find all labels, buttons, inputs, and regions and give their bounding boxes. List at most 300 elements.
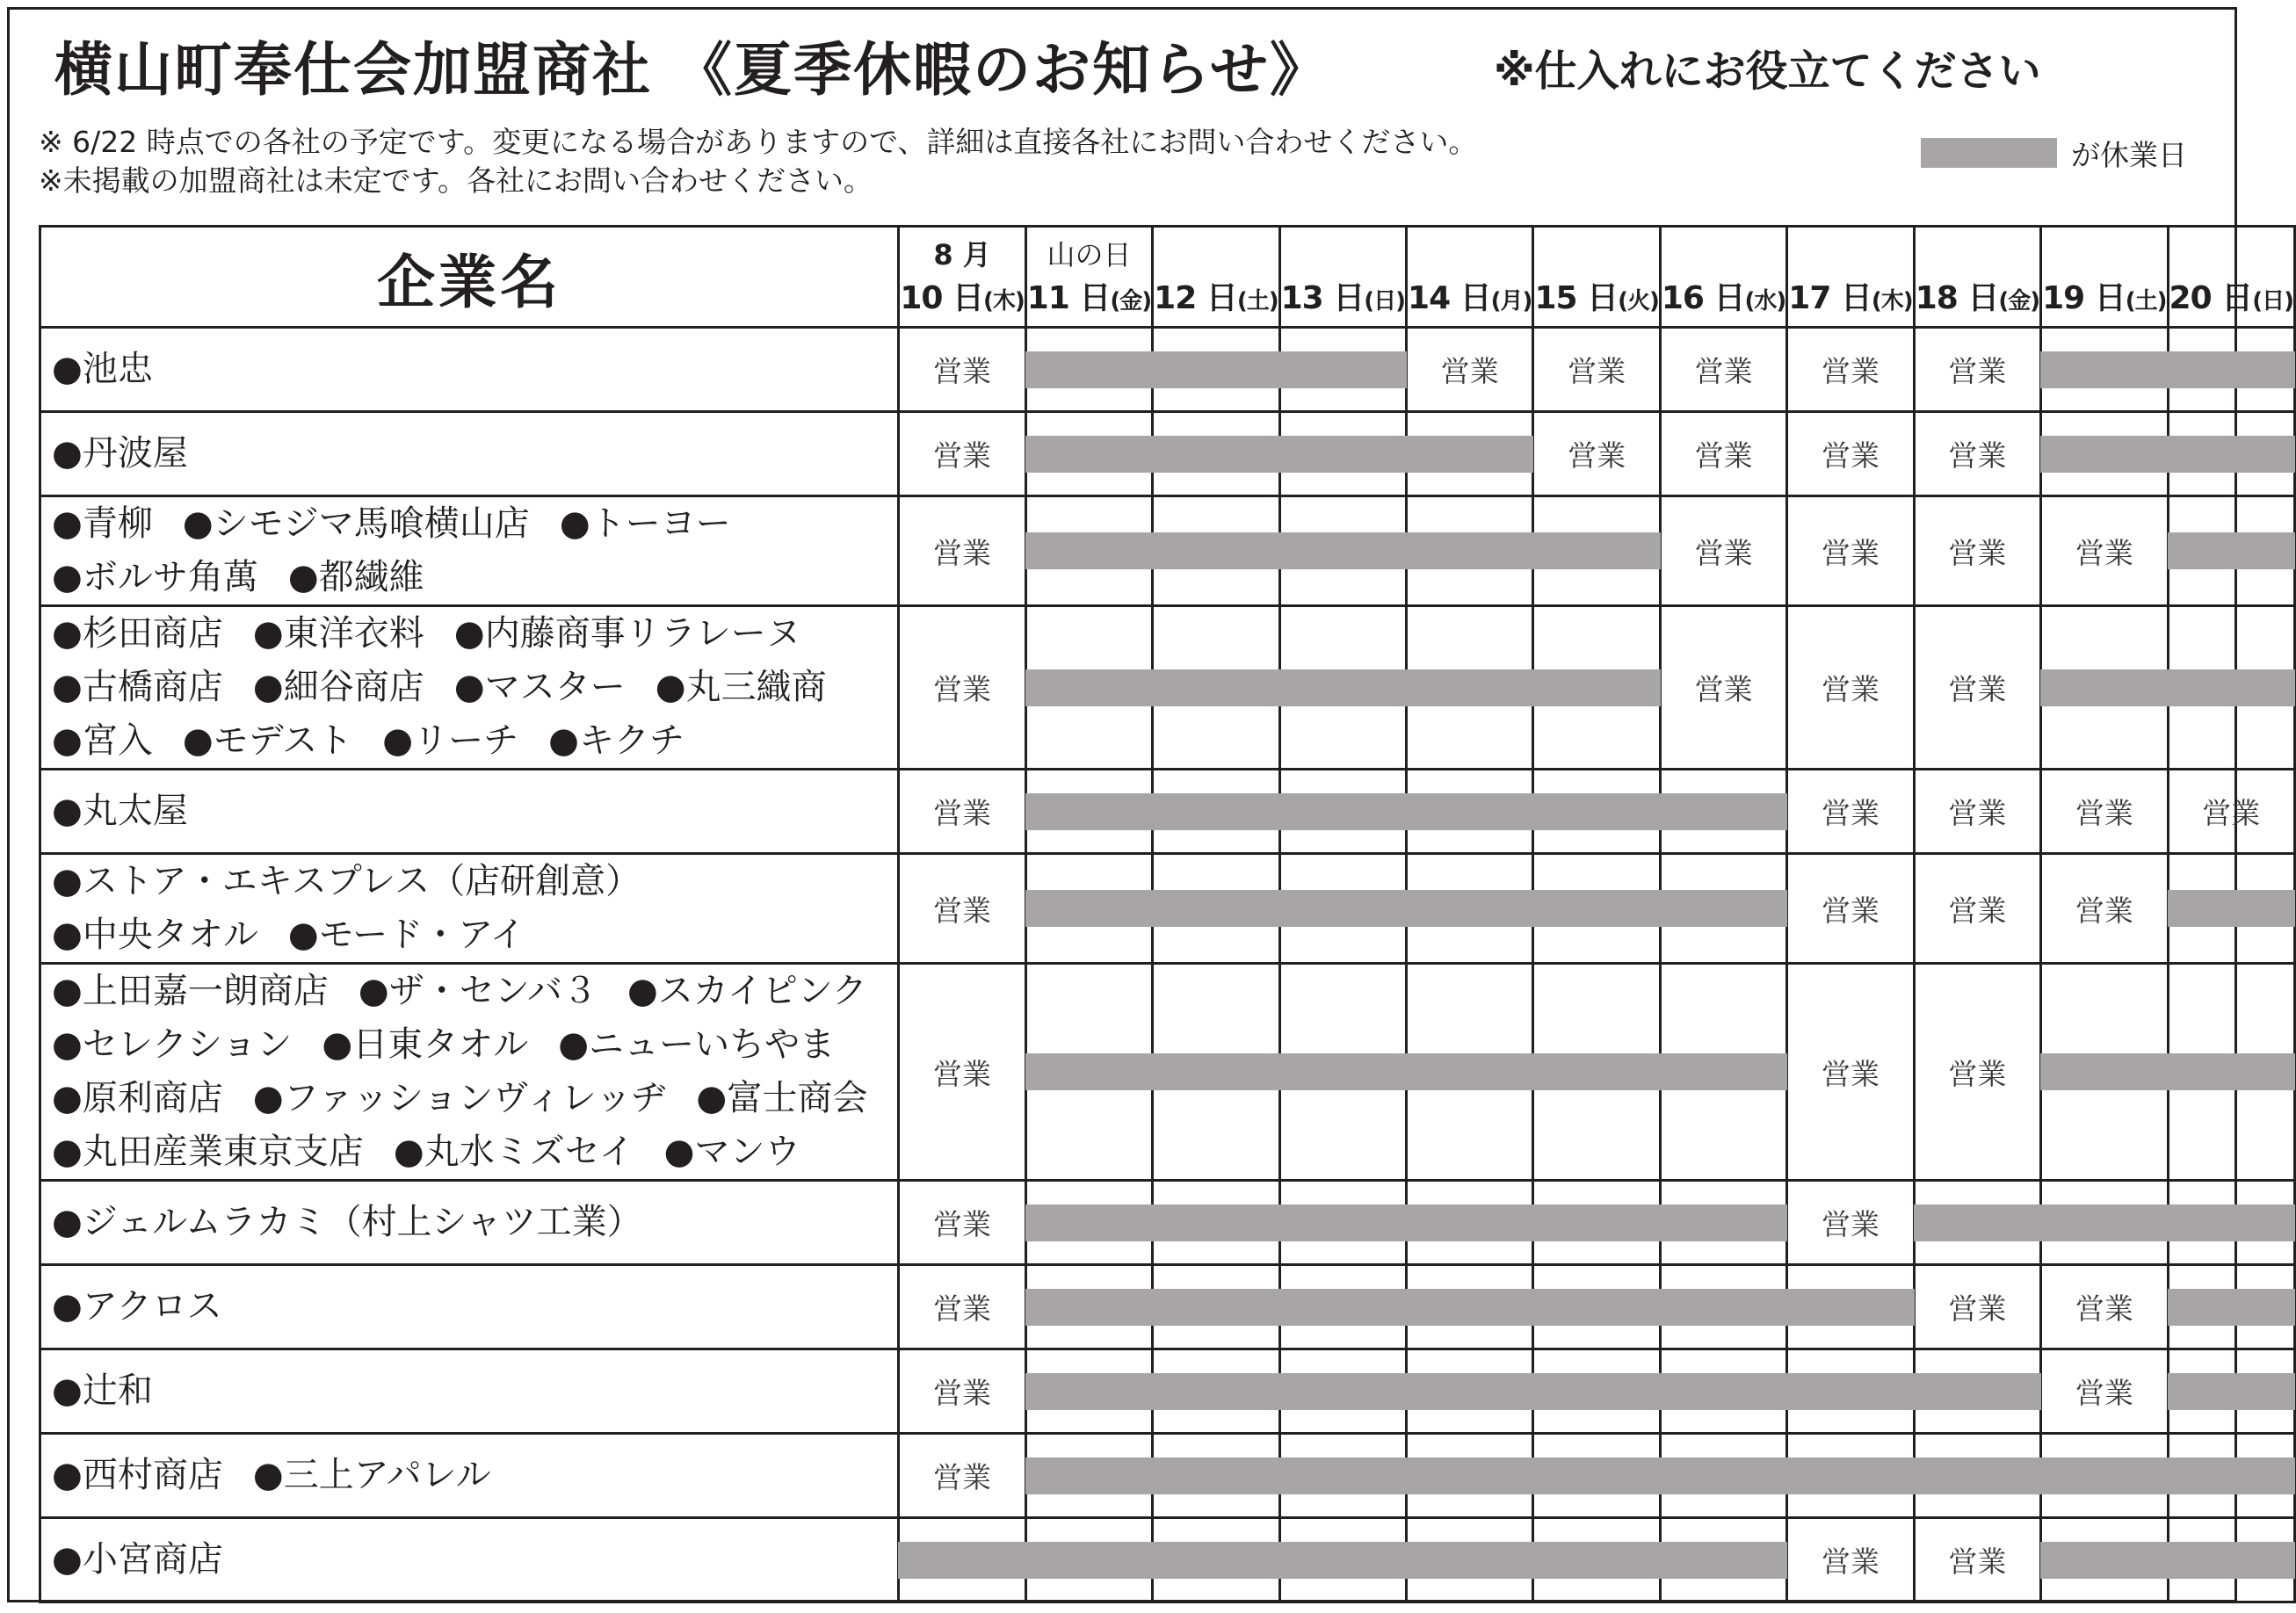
closed-day-bar: [1025, 532, 1153, 569]
closed-day-cell: [1407, 854, 1533, 964]
closed-day-bar: [1025, 1457, 1153, 1494]
closed-day-cell: [1025, 1265, 1152, 1349]
open-day-cell: [2041, 1349, 2168, 1434]
weekday-label: (日): [2252, 287, 2293, 315]
closed-day-bar: [1406, 669, 1533, 706]
company-name: ●杉田商店: [52, 613, 223, 654]
company-line: [52, 1533, 897, 1587]
company-name: ●ファッションヴィレッヂ: [252, 1078, 667, 1118]
company-name: ●ジェルムラカミ（村上シャツ工業）: [52, 1202, 642, 1242]
closed-day-cell: [1153, 1181, 1279, 1265]
closed-day-cell: [1153, 1434, 1279, 1518]
closed-day-cell: [1660, 1181, 1786, 1265]
closed-day-bar: [1152, 1457, 1279, 1494]
weekday-label: (土): [1236, 287, 1278, 315]
company-line: [52, 497, 897, 551]
company-name: ●富士商会: [696, 1078, 868, 1118]
open-label: 営業: [933, 1207, 992, 1241]
company-name: ●リーチ: [382, 720, 519, 761]
closed-day-cell: [1407, 496, 1533, 606]
closed-day-bar: [1152, 890, 1279, 927]
open-label: 営業: [1568, 438, 1626, 473]
closed-day-cell: [1153, 1518, 1279, 1602]
closed-day-bar: [1025, 890, 1153, 927]
closed-day-bar: [1660, 1457, 1787, 1494]
open-label: 営業: [933, 1376, 992, 1410]
closed-day-bar: [1532, 890, 1660, 927]
day-header: [1787, 227, 1914, 328]
company-names-cell: [40, 1181, 899, 1265]
open-label: 営業: [1948, 1291, 2007, 1326]
closed-day-cell: [1407, 1349, 1533, 1434]
company-name: ●上田嘉一朗商店: [52, 971, 329, 1011]
open-day-cell: [1787, 606, 1914, 770]
open-label: 営業: [1948, 672, 2007, 706]
company-name: ●辻和: [52, 1371, 153, 1411]
closed-day-bar: [1152, 1204, 1279, 1241]
company-name: ●三上アパレル: [252, 1455, 491, 1495]
closed-day-cell: [1025, 1434, 1152, 1518]
open-day-cell: [899, 964, 1025, 1181]
open-day-cell: [1914, 770, 2040, 854]
open-label: 営業: [1821, 354, 1880, 388]
day-top-label: [1281, 236, 1405, 273]
open-day-cell: [899, 496, 1025, 606]
day-header: [1914, 227, 2040, 328]
open-label: 営業: [933, 893, 992, 928]
closed-day-bar: [1279, 1204, 1407, 1241]
open-label: 営業: [1821, 438, 1880, 473]
closed-day-bar: [2168, 1542, 2295, 1579]
table-row: [40, 1181, 2295, 1265]
company-name: ●東洋衣料: [252, 613, 424, 654]
open-day-cell: [2041, 1265, 2168, 1349]
open-day-cell: [1914, 964, 2040, 1181]
closed-day-bar: [1914, 1373, 2041, 1410]
open-day-cell: [1660, 496, 1786, 606]
closed-day-bar: [1025, 793, 1153, 830]
closed-day-cell: [2168, 854, 2294, 964]
day-number: 14 日: [1408, 279, 1491, 316]
company-name: ●セレクション: [52, 1024, 293, 1065]
company-names-cell: [40, 1434, 899, 1518]
closed-day-cell: [1407, 770, 1533, 854]
company-line: [52, 785, 897, 838]
closed-day-cell: [1533, 964, 1660, 1181]
company-name: ●原利商店: [52, 1078, 223, 1118]
day-date: [1408, 273, 1532, 318]
closed-day-cell: [1660, 1349, 1786, 1434]
closed-day-cell: [1533, 1181, 1660, 1265]
closed-day-cell: [1025, 1349, 1152, 1434]
closed-day-cell: [1407, 1181, 1533, 1265]
company-names-cell: [40, 328, 899, 412]
closed-day-bar: [2040, 436, 2168, 473]
closed-day-bar: [1660, 1373, 1787, 1410]
day-number: 16 日: [1661, 279, 1745, 316]
closed-day-cell: [1153, 328, 1279, 412]
closed-day-bar: [1660, 793, 1787, 830]
open-label: 営業: [1948, 1544, 2007, 1579]
closed-day-cell: [1407, 606, 1533, 770]
closed-day-cell: [1153, 496, 1279, 606]
weekday-label: (土): [2125, 287, 2167, 315]
open-day-cell: [1787, 770, 1914, 854]
closed-day-bar: [2168, 1373, 2295, 1410]
company-name: ●トーヨー: [559, 503, 731, 544]
day-header: [1407, 227, 1533, 328]
company-names-cell: [40, 412, 899, 496]
open-day-cell: [1407, 328, 1533, 412]
open-label: 営業: [1821, 1544, 1880, 1579]
day-number: 17 日: [1788, 279, 1872, 316]
company-name: ●アクロス: [52, 1286, 222, 1327]
day-date: [1788, 273, 1912, 318]
day-header: [2041, 227, 2168, 328]
weekday-label: (木): [1871, 287, 1913, 315]
open-label: 営業: [933, 535, 992, 570]
open-day-cell: [1914, 1518, 2040, 1602]
company-line: [52, 1449, 897, 1502]
open-label: 営業: [1821, 893, 1880, 928]
table-row: [40, 1518, 2295, 1602]
open-day-cell: [1533, 412, 1660, 496]
closed-day-cell: [2041, 606, 2168, 770]
day-top-label: [1916, 236, 2039, 273]
company-line: [52, 714, 897, 768]
day-header: [1153, 227, 1279, 328]
day-date: [900, 273, 1024, 318]
closed-day-cell: [1533, 1349, 1660, 1434]
day-top-label: [2169, 236, 2293, 273]
table-body: [40, 328, 2295, 1602]
closed-day-cell: [1914, 1181, 2040, 1265]
company-line: [52, 1280, 897, 1334]
closed-day-bar: [1406, 1542, 1533, 1579]
table-row: [40, 1434, 2295, 1518]
closed-day-cell: [2041, 1518, 2168, 1602]
closed-day-cell: [1279, 1434, 1406, 1518]
open-label: 営業: [1694, 672, 1753, 706]
closed-day-bar: [1660, 1053, 1787, 1090]
closed-day-bar: [1914, 1204, 2041, 1241]
closed-day-bar: [898, 1542, 1025, 1579]
open-day-cell: [899, 328, 1025, 412]
closed-day-bar: [1025, 1542, 1153, 1579]
day-number: 11 日: [1026, 279, 1111, 316]
company-line: [52, 908, 897, 962]
closed-day-cell: [1533, 496, 1660, 606]
open-day-cell: [1660, 606, 1786, 770]
closed-day-cell: [1279, 328, 1406, 412]
closed-day-bar: [1660, 1542, 1787, 1579]
day-top-label: [2042, 236, 2166, 273]
closed-day-bar: [2168, 532, 2295, 569]
legend-label: が休業日: [2071, 137, 2187, 172]
open-day-cell: [1787, 412, 1914, 496]
closed-day-cell: [2168, 606, 2294, 770]
closed-day-bar: [1152, 1373, 1279, 1410]
closed-day-cell: [1153, 854, 1279, 964]
table-row: [40, 496, 2295, 606]
open-label: 営業: [1694, 438, 1753, 473]
weekday-label: (火): [1618, 287, 1659, 315]
company-name: ●中央タオル: [52, 915, 258, 955]
closed-day-cell: [1279, 1265, 1406, 1349]
open-day-cell: [1914, 1265, 2040, 1349]
closed-day-bar: [2168, 1204, 2295, 1241]
company-name: ●都繊維: [287, 557, 424, 597]
closed-day-cell: [1025, 606, 1152, 770]
open-label: 営業: [1948, 438, 2007, 473]
closed-day-bar: [1532, 1542, 1660, 1579]
closed-day-bar: [1786, 1289, 1914, 1326]
closed-day-cell: [1660, 1434, 1786, 1518]
closed-day-bar: [1152, 1053, 1279, 1090]
closed-day-cell: [1025, 1181, 1152, 1265]
company-name: ●ニューいちやま: [558, 1024, 836, 1065]
closed-day-bar: [2168, 1053, 2295, 1090]
closed-day-bar: [2040, 351, 2168, 388]
closed-day-cell: [1407, 1265, 1533, 1349]
open-label: 営業: [1948, 796, 2007, 830]
company-name: ●池忠: [52, 349, 153, 389]
closed-day-bar: [1152, 351, 1279, 388]
open-label: 営業: [933, 354, 992, 388]
closed-day-cell: [1533, 1434, 1660, 1518]
page-title: 横山町奉仕会加盟商社 《夏季休暇のお知らせ》: [54, 36, 1329, 104]
page-subtitle: ※仕入れにお役立てください: [1494, 47, 2041, 96]
company-name: ●丸水ミズセイ: [393, 1132, 634, 1172]
company-name: ●細谷商店: [252, 667, 424, 707]
open-label: 営業: [2202, 796, 2261, 830]
closed-day-cell: [2041, 1181, 2168, 1265]
legend: [1921, 137, 2187, 172]
day-top-label: [1154, 236, 1278, 273]
open-day-cell: [1787, 964, 1914, 1181]
closed-day-bar: [1406, 1204, 1533, 1241]
closed-day-cell: [1787, 1349, 1914, 1434]
closed-day-bar: [1279, 436, 1407, 473]
company-names-cell: [40, 854, 899, 964]
company-name: ●丸三織商: [655, 667, 827, 707]
holiday-schedule-table: [39, 225, 2296, 1603]
day-top-label: [1662, 236, 1785, 273]
closed-day-cell: [1153, 1349, 1279, 1434]
closed-day-cell: [1660, 1265, 1786, 1349]
closed-day-cell: [1279, 1181, 1406, 1265]
closed-day-cell: [1025, 328, 1152, 412]
closed-day-cell: [1914, 1434, 2040, 1518]
closed-day-bar: [1532, 1457, 1660, 1494]
day-header: [2168, 227, 2294, 328]
closed-day-cell: [1279, 1518, 1406, 1602]
closed-day-cell: [1533, 1265, 1660, 1349]
open-label: 営業: [1821, 672, 1880, 706]
closed-day-cell: [1914, 1349, 2040, 1434]
note-schedule-as-of: ※ 6/22 時点での各社の予定です。変更になる場合がありますので、詳細は直接各社にお問い合わせください。: [39, 125, 1478, 159]
closed-day-cell: [1153, 964, 1279, 1181]
closed-day-cell: [1407, 1434, 1533, 1518]
closed-day-bar: [1660, 1204, 1787, 1241]
table-row: [40, 328, 2295, 412]
open-day-cell: [899, 1349, 1025, 1434]
closed-day-cell: [2041, 412, 2168, 496]
open-label: 営業: [2075, 1291, 2133, 1326]
closed-day-bar: [1532, 793, 1660, 830]
closed-day-cell: [1025, 854, 1152, 964]
closed-day-bar: [1279, 1053, 1407, 1090]
closed-day-bar: [1279, 1457, 1407, 1494]
day-header: [899, 227, 1025, 328]
open-day-cell: [1914, 606, 2040, 770]
weekday-label: (金): [1998, 287, 2040, 315]
closed-day-bar: [1786, 1457, 1914, 1494]
open-label: 営業: [933, 672, 992, 706]
closed-day-bar: [1914, 1457, 2041, 1494]
closed-day-bar: [1786, 1373, 1914, 1410]
closed-day-bar: [1025, 669, 1153, 706]
open-label: 営業: [933, 1460, 992, 1494]
closed-day-bar: [1152, 1289, 1279, 1326]
open-label: 営業: [933, 1291, 992, 1326]
closed-day-bar: [1279, 1373, 1407, 1410]
closed-day-bar: [2040, 669, 2168, 706]
company-name: ●スカイピンク: [627, 971, 867, 1011]
closed-day-cell: [1787, 1265, 1914, 1349]
table-row: [40, 854, 2295, 964]
day-number: 12 日: [1154, 279, 1237, 316]
closed-day-bar: [1406, 1053, 1533, 1090]
closed-day-bar: [1279, 793, 1407, 830]
day-header: [1533, 227, 1660, 328]
closed-day-cell: [1025, 1518, 1152, 1602]
closed-day-cell: [1533, 854, 1660, 964]
closed-day-bar: [1279, 1289, 1407, 1326]
weekday-label: (木): [982, 287, 1025, 315]
closed-day-bar: [1025, 1204, 1153, 1241]
company-names-cell: [40, 964, 899, 1181]
open-day-cell: [2041, 496, 2168, 606]
table-row: [40, 770, 2295, 854]
company-line: [52, 427, 897, 481]
company-line: [52, 1196, 897, 1249]
month-label: 8 月: [933, 237, 991, 271]
closed-day-cell: [1533, 1518, 1660, 1602]
closed-day-bar: [2040, 1204, 2168, 1241]
closed-day-cell: [1279, 964, 1406, 1181]
day-header: [1660, 227, 1786, 328]
open-day-cell: [1914, 328, 2040, 412]
closed-day-bar: [2040, 1542, 2168, 1579]
day-date: [1154, 273, 1278, 318]
table-row: [40, 1349, 2295, 1434]
open-label: 営業: [2075, 1376, 2133, 1410]
company-names-cell: [40, 1349, 899, 1434]
closed-day-bar: [2168, 1457, 2295, 1494]
closed-day-cell: [1279, 412, 1406, 496]
open-day-cell: [1914, 412, 2040, 496]
open-day-cell: [1787, 1518, 1914, 1602]
company-name-header: 企業名: [40, 227, 899, 328]
open-day-cell: [2041, 854, 2168, 964]
legend-closed-swatch: [1921, 138, 2057, 168]
company-line: [52, 1072, 897, 1125]
company-name: ●小宮商店: [52, 1539, 223, 1580]
company-name: ●西村商店: [52, 1455, 223, 1495]
closed-day-cell: [899, 1518, 1025, 1602]
company-name: ●丸田産業東京支店: [52, 1132, 364, 1172]
closed-day-cell: [1660, 1518, 1786, 1602]
company-names-cell: [40, 1518, 899, 1602]
open-day-cell: [1787, 496, 1914, 606]
closed-day-bar: [1660, 1289, 1787, 1326]
note-unlisted-companies: ※未掲載の加盟商社は未定です。各社にお問い合わせください。: [39, 163, 873, 198]
table-row: [40, 606, 2295, 770]
closed-day-bar: [1660, 890, 1787, 927]
company-name: ●ザ・センバ３: [358, 971, 598, 1011]
day-date: [2042, 273, 2166, 318]
open-label: 営業: [2075, 535, 2133, 570]
open-label: 営業: [2075, 893, 2133, 928]
open-label: 営業: [1440, 354, 1499, 388]
company-names-cell: [40, 496, 899, 606]
open-day-cell: [1787, 1181, 1914, 1265]
open-day-cell: [899, 854, 1025, 964]
closed-day-cell: [1407, 1518, 1533, 1602]
closed-day-cell: [2168, 1349, 2294, 1434]
company-line: [52, 343, 897, 396]
company-name: ●ストア・エキスプレス（店研創意）: [52, 861, 641, 901]
closed-day-cell: [1153, 606, 1279, 770]
closed-day-bar: [2168, 351, 2295, 388]
holiday-label: 山の日: [1047, 237, 1132, 271]
closed-day-cell: [1025, 770, 1152, 854]
open-day-cell: [1660, 328, 1786, 412]
day-date: [1534, 273, 1658, 318]
open-label: 営業: [1948, 354, 2007, 388]
table-row: [40, 412, 2295, 496]
closed-day-bar: [1025, 1373, 1153, 1410]
open-label: 営業: [1948, 535, 2007, 570]
company-name: ●モデスト: [182, 720, 353, 761]
company-line: [52, 1364, 897, 1418]
company-line: [52, 1018, 897, 1072]
closed-day-bar: [2040, 1457, 2168, 1494]
table-header-row: [40, 227, 2295, 328]
open-day-cell: [899, 606, 1025, 770]
closed-day-bar: [1152, 669, 1279, 706]
company-line: [52, 661, 897, 714]
closed-day-bar: [2040, 1053, 2168, 1090]
open-day-cell: [1914, 854, 2040, 964]
open-label: 営業: [1821, 796, 1880, 830]
company-name: ●キクチ: [548, 720, 685, 761]
open-label: 営業: [933, 1056, 992, 1091]
closed-day-cell: [1279, 606, 1406, 770]
closed-day-bar: [1025, 1289, 1153, 1326]
open-day-cell: [899, 1265, 1025, 1349]
company-name: ●マスター: [453, 667, 626, 707]
closed-day-bar: [1279, 890, 1407, 927]
open-label: 営業: [933, 438, 992, 473]
open-label: 営業: [1694, 535, 1753, 570]
day-date: [1916, 273, 2039, 318]
day-date: [1027, 273, 1151, 318]
closed-day-bar: [1152, 793, 1279, 830]
company-line: [52, 965, 897, 1018]
closed-day-cell: [1407, 412, 1533, 496]
